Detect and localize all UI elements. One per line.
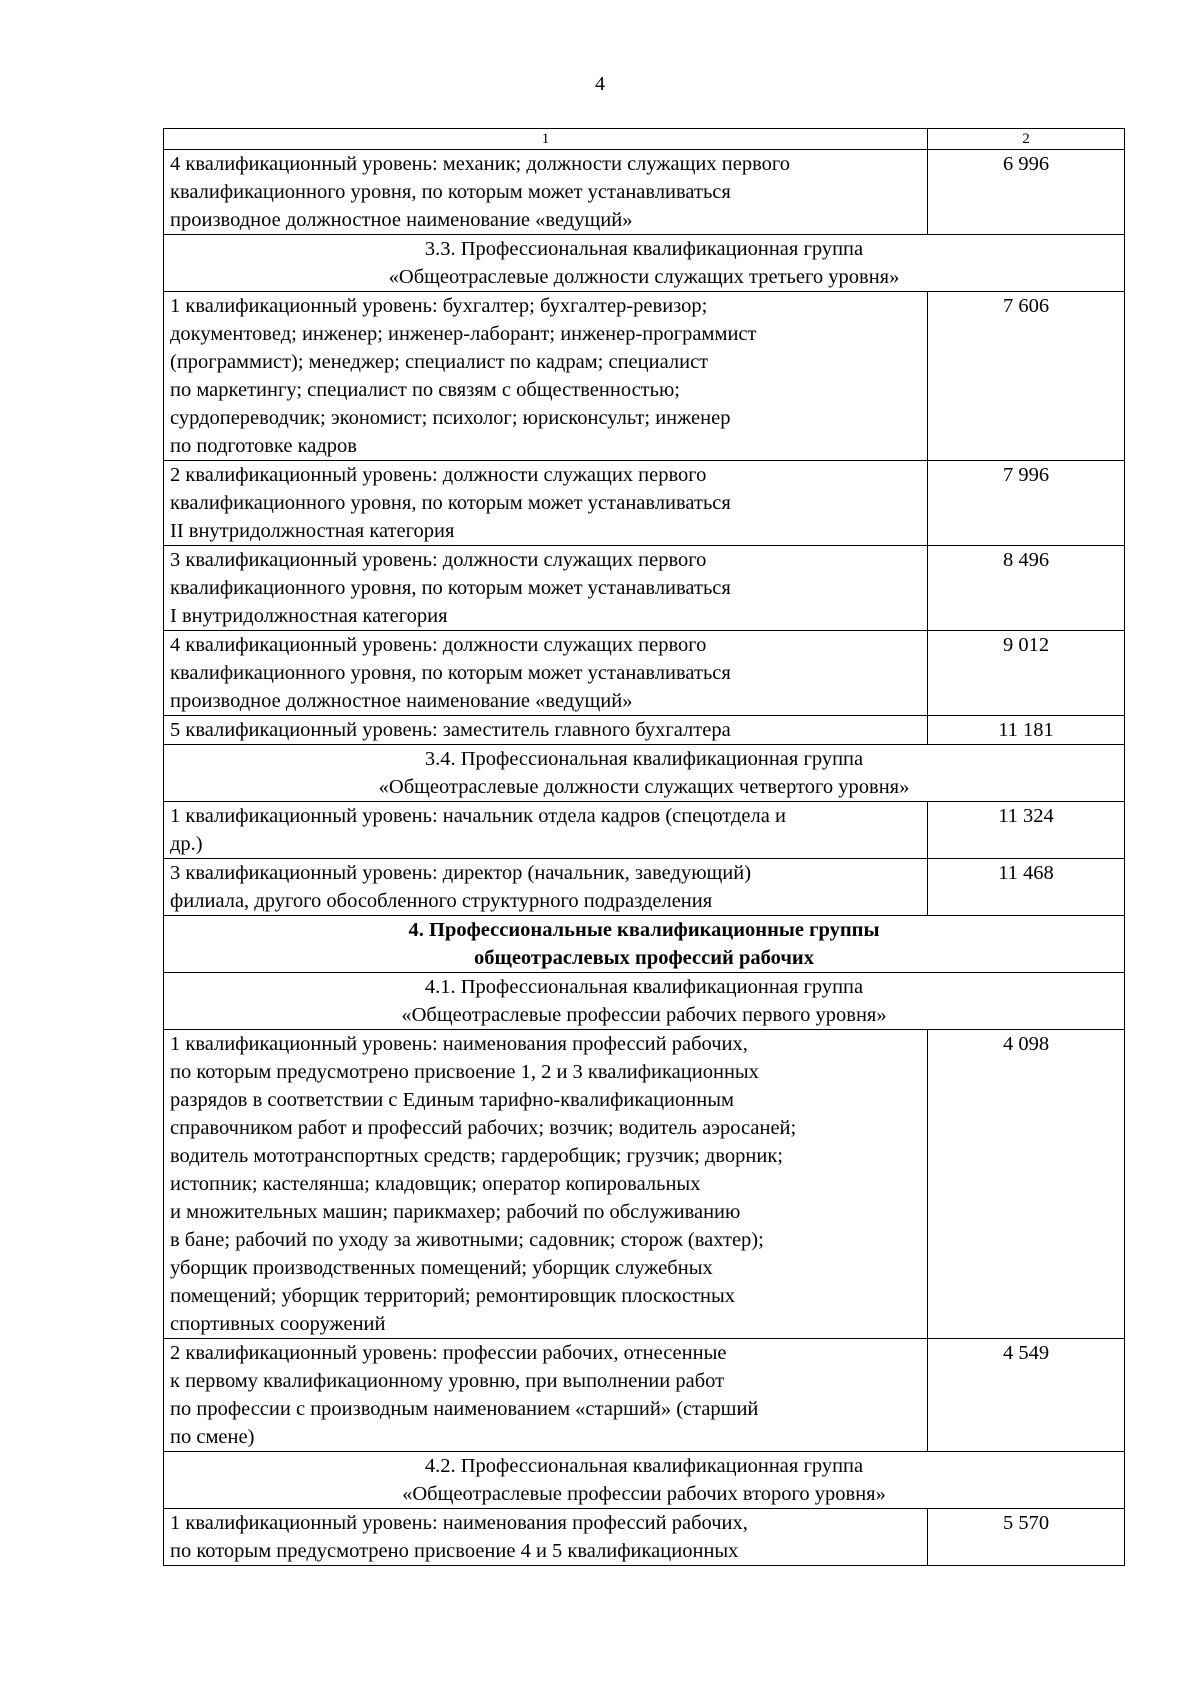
- text-line: квалификационного уровня, по которым может устанавливаться: [170, 181, 731, 203]
- text-line: документовед; инженер; инженер-лаборант; инженер-программист: [170, 323, 757, 345]
- heading-line: 4. Профессиональные квалификационные группы: [408, 919, 880, 941]
- table-row: [164, 546, 1125, 631]
- text-line: производное должностное наименование «ведущий»: [170, 690, 633, 712]
- section-heading-row: [164, 916, 1125, 973]
- text-line: (программист); менеджер; специалист по кадрам; специалист: [170, 351, 709, 373]
- group-heading-row: [164, 235, 1125, 292]
- text-line: производное должностное наименование «ведущий»: [170, 209, 633, 231]
- text-line: 1 квалификационный уровень: наименования профессий рабочих,: [170, 1512, 748, 1534]
- text-line: спортивных сооружений: [170, 1313, 386, 1335]
- text-line: 2 квалификационный уровень: должности служащих первого: [170, 464, 707, 486]
- table-row: [164, 1030, 1125, 1339]
- table-row: [164, 802, 1125, 859]
- column-number-1: 1: [164, 129, 928, 150]
- text-line: квалификационного уровня, по которым может устанавливаться: [170, 492, 731, 514]
- text-line: 3 квалификационный уровень: должности служащих первого: [170, 549, 707, 571]
- heading-line: «Общеотраслевые профессии рабочих второго уровня»: [402, 1483, 886, 1505]
- group-heading: [164, 235, 1125, 292]
- text-line: помещений; уборщик территорий; ремонтировщик плоскостных: [170, 1285, 736, 1307]
- text-line: по профессии с производным наименованием «старший» (старший: [170, 1398, 759, 1420]
- salary-value: 8 496: [928, 546, 1125, 631]
- table-row: [164, 1509, 1125, 1566]
- group-heading: [164, 1452, 1125, 1509]
- text-line: в бане; рабочий по уходу за животными; садовник; сторож (вахтер);: [170, 1229, 764, 1251]
- text-line: 1 квалификационный уровень: бухгалтер; бухгалтер-ревизор;: [170, 295, 708, 317]
- column-number-2: 2: [928, 129, 1125, 150]
- position-description: [164, 292, 928, 461]
- text-line: справочником работ и профессий рабочих; возчик; водитель аэросаней;: [170, 1117, 797, 1139]
- heading-line: 4.2. Профессиональная квалификационная группа: [424, 1455, 864, 1477]
- page-number: 4: [595, 73, 605, 95]
- text-line: II внутридолжностная категория: [170, 520, 455, 542]
- text-line: 3 квалификационный уровень: директор (начальник, заведующий): [170, 862, 752, 884]
- text-line: квалификационного уровня, по которым может устанавливаться: [170, 577, 731, 599]
- position-description: [164, 150, 928, 235]
- position-description: [164, 1030, 928, 1339]
- text-line: по подготовке кадров: [170, 435, 357, 457]
- text-line: по которым предусмотрено присвоение 1, 2 и 3 квалификационных: [170, 1061, 759, 1083]
- text-line: 2 квалификационный уровень: профессии рабочих, отнесенные: [170, 1342, 727, 1364]
- table-row: [164, 1339, 1125, 1452]
- heading-line: общеотраслевых профессий рабочих: [474, 947, 814, 969]
- text-line: I внутридолжностная категория: [170, 605, 448, 627]
- text-line: 5 квалификационный уровень: заместитель главного бухгалтера: [170, 719, 731, 741]
- text-line: квалификационного уровня, по которым может устанавливаться: [170, 662, 731, 684]
- salary-value: 6 996: [928, 150, 1125, 235]
- position-description: [164, 716, 928, 745]
- group-heading-row: [164, 745, 1125, 802]
- text-line: 1 квалификационный уровень: наименования профессий рабочих,: [170, 1033, 748, 1055]
- text-line: разрядов в соответствии с Единым тарифно-квалификационным: [170, 1089, 734, 1111]
- salary-table: [163, 128, 1125, 1566]
- position-description: [164, 461, 928, 546]
- position-description: [164, 1509, 928, 1566]
- salary-value: 11 324: [928, 802, 1125, 859]
- group-heading-row: [164, 1452, 1125, 1509]
- heading-line: 3.3. Профессиональная квалификационная группа: [424, 238, 864, 260]
- text-line: по маркетингу; специалист по связям с общественностью;: [170, 379, 680, 401]
- text-line: уборщик производственных помещений; уборщик служебных: [170, 1257, 713, 1279]
- position-description: [164, 802, 928, 859]
- heading-line: 3.4. Профессиональная квалификационная группа: [424, 748, 864, 770]
- heading-line: 4.1. Профессиональная квалификационная группа: [424, 976, 864, 998]
- text-line: по которым предусмотрено присвоение 4 и 5 квалификационных: [170, 1540, 739, 1562]
- heading-line: «Общеотраслевые должности служащих четвертого уровня»: [378, 776, 910, 798]
- salary-value: 4 098: [928, 1030, 1125, 1339]
- text-line: истопник; кастелянша; кладовщик; оператор копировальных: [170, 1173, 701, 1195]
- table-row: [164, 631, 1125, 716]
- salary-value: 4 549: [928, 1339, 1125, 1452]
- table-row: [164, 461, 1125, 546]
- table-row: [164, 859, 1125, 916]
- group-heading: [164, 973, 1125, 1030]
- table-row: [164, 716, 1125, 745]
- text-line: 4 квалификационный уровень: должности служащих первого: [170, 634, 707, 656]
- position-description: [164, 546, 928, 631]
- table-row: [164, 292, 1125, 461]
- section-heading: [164, 916, 1125, 973]
- text-line: водитель мототранспортных средств; гардеробщик; грузчик; дворник;: [170, 1145, 783, 1167]
- text-line: по смене): [170, 1426, 255, 1448]
- text-line: др.): [170, 833, 203, 855]
- salary-table-body: [164, 129, 1125, 1566]
- column-number-row: [164, 129, 1125, 150]
- position-description: [164, 631, 928, 716]
- heading-line: «Общеотраслевые профессии рабочих первого уровня»: [401, 1004, 887, 1026]
- salary-value: 5 570: [928, 1509, 1125, 1566]
- text-line: филиала, другого обособленного структурного подразделения: [170, 890, 713, 912]
- text-line: сурдопереводчик; экономист; психолог; юрисконсульт; инженер: [170, 407, 731, 429]
- salary-value: 9 012: [928, 631, 1125, 716]
- salary-value: 7 996: [928, 461, 1125, 546]
- text-line: к первому квалификационному уровню, при выполнении работ: [170, 1370, 725, 1392]
- heading-line: «Общеотраслевые должности служащих третьего уровня»: [388, 266, 900, 288]
- position-description: [164, 1339, 928, 1452]
- text-line: и множительных машин; парикмахер; рабочий по обслуживанию: [170, 1201, 741, 1223]
- table-row: [164, 150, 1125, 235]
- salary-value: 11 181: [928, 716, 1125, 745]
- text-line: 1 квалификационный уровень: начальник отдела кадров (спецотдела и: [170, 805, 786, 827]
- salary-value: 7 606: [928, 292, 1125, 461]
- salary-value: 11 468: [928, 859, 1125, 916]
- group-heading-row: [164, 973, 1125, 1030]
- text-line: 4 квалификационный уровень: механик; должности служащих первого: [170, 153, 791, 175]
- group-heading: [164, 745, 1125, 802]
- position-description: [164, 859, 928, 916]
